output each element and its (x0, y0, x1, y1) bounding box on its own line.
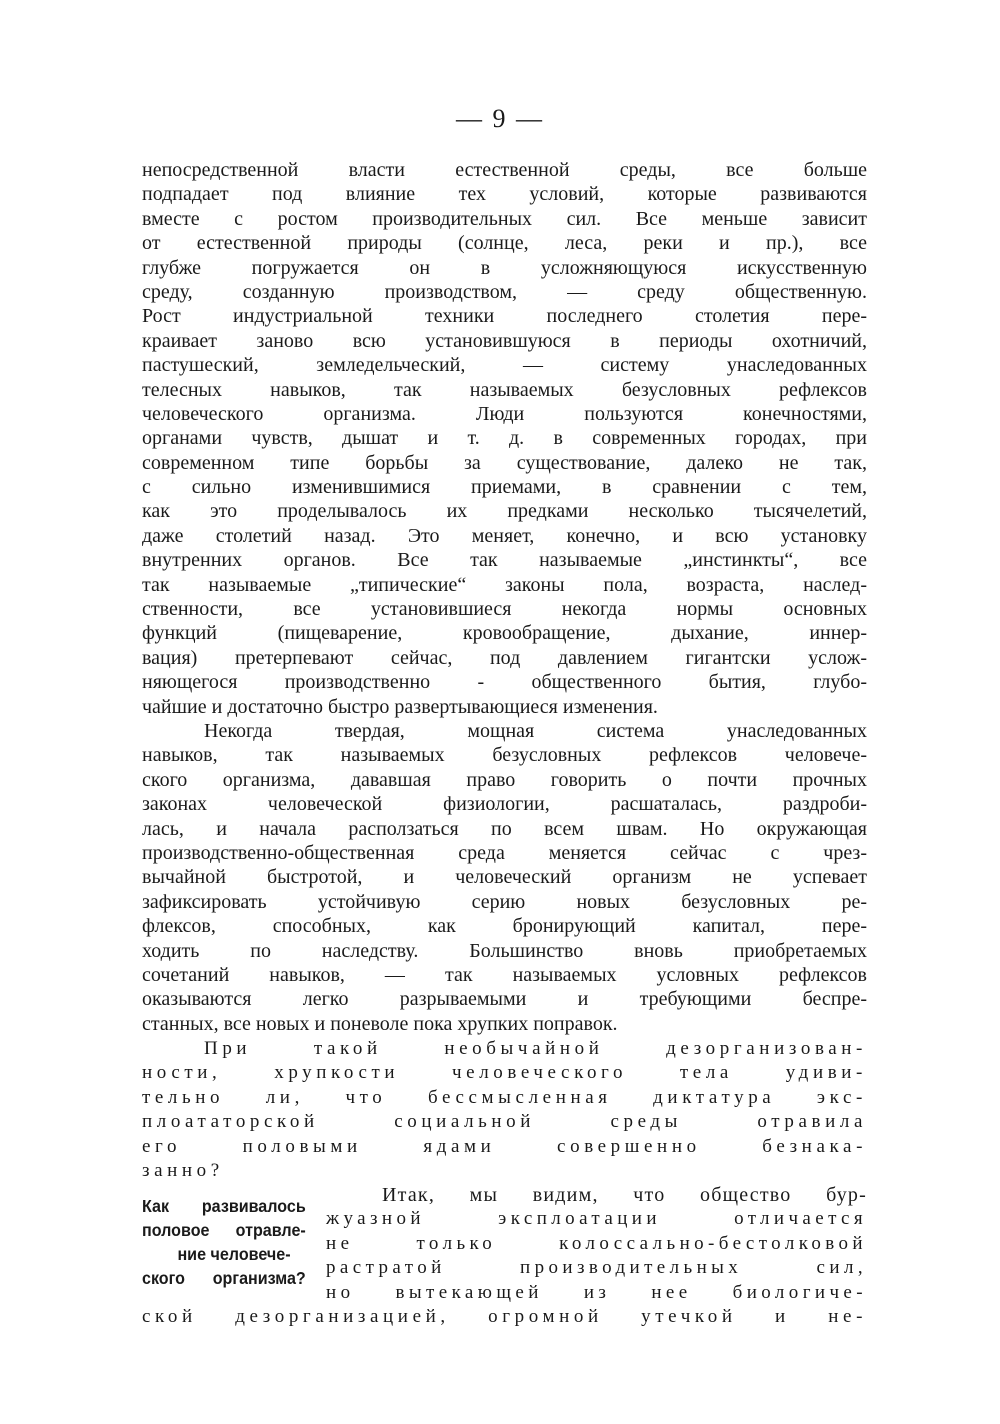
text-line: с сильно изменившимися приемами, в сравнении с тем, (142, 476, 867, 499)
text-line: вычайной быстротой, и человеческий организм не успевает (142, 866, 867, 889)
text-line: как это проделывалось их предками несколько тысячелетий, (142, 500, 867, 523)
text-line: Рост индустриальной техники последнего столетия пере- (142, 305, 867, 328)
text-line: законах человеческой физиологии, расшаталась, раздроби- (142, 793, 867, 816)
text-line: от естественной природы (солнце, леса, реки и пр.), все (142, 232, 867, 255)
spaced-text-line: тельно ли, что бессмысленная диктатура экс- (142, 1086, 867, 1108)
marginal-heading-line: Как развивалось (142, 1196, 306, 1216)
marginal-heading-line: ние человече- (177, 1244, 291, 1264)
text-line: внутренних органов. Все так называемые „инстинкты“, все (142, 549, 867, 572)
text-line: ского организма, дававшая право говорить о почти прочных (142, 768, 867, 791)
spaced-text-line: растратой производительных сил, (326, 1257, 867, 1279)
text-line: зафиксировать устойчивую серию новых безусловных ре- (142, 890, 867, 913)
text-line: лась, и начала расползаться по всем швам. Но окружающая (142, 817, 867, 840)
paragraph-wrapped-beside-heading (326, 1183, 867, 1305)
text-line: Некогда твердая, мощная система унаследованных (204, 719, 867, 742)
text-line: Итак, мы видим, что общество бур- (382, 1184, 867, 1206)
text-line: непосредственной власти естественной среды, все больше (142, 159, 867, 181)
text-line: функций (пищеварение, кровообращение, дыхание, иннер- (142, 622, 867, 645)
text-line: вация) претерпевают сейчас, под давлением гигантски услож- (142, 646, 867, 669)
text-line: ственности, все установившиеся некогда нормы основных (142, 598, 867, 621)
spaced-text-line: ской дезорганизацией, огромной утечкой и не- (142, 1306, 867, 1327)
text-line: глубже погружается он в усложняющуюся искусственную (142, 256, 867, 279)
spaced-text-line: но вытекающей из нее биологиче- (326, 1281, 867, 1303)
text-line: оказываются легко разрываемыми и требующими беспре- (142, 988, 867, 1011)
marginal-heading-line: половое отравле- (142, 1220, 306, 1240)
paragraph-spaced-question (142, 1037, 867, 1183)
spaced-text-line: не только колоссально-бестолковой (326, 1232, 867, 1254)
marginal-heading-line: ского организма? (142, 1268, 306, 1288)
spaced-text-line: жуазной эксплоатации отличается (326, 1208, 867, 1230)
text-line: станных, все новых и поневоле пока хрупких поправок. (142, 1012, 618, 1035)
text-line: няющегося производственно - общественного бытия, глубо- (142, 671, 867, 694)
spaced-text-line: При такой необычайной дезорганизован- (204, 1038, 867, 1059)
spaced-text-line: его половыми ядами совершенно безнака- (142, 1135, 867, 1157)
text-line: навыков, так называемых безусловных рефлексов человече- (142, 744, 867, 767)
text-line: так называемые „типические“ законы пола, возраста, наслед- (142, 573, 867, 596)
text-line: органами чувств, дышат и т. д. в современных городах, при (142, 427, 867, 450)
text-line: флексов, способных, как бронирующий капитал, пере- (142, 915, 867, 938)
text-line: чайшие и достаточно быстро развертывающиеся изменения. (142, 695, 658, 718)
text-line: краивает заново всю установившуюся в периоды охотничий, (142, 329, 867, 352)
spaced-text-line: плоататорской социальной среды отравила (142, 1111, 867, 1133)
text-line: современном типе борьбы за существование, далеко не так, (142, 451, 867, 474)
text-line: телесных навыков, так называемых безусловных рефлексов (142, 378, 867, 401)
text-line: ходить по наследству. Большинство вновь приобретаемых (142, 939, 867, 962)
paragraph-environment-influence (142, 158, 867, 1036)
text-line: подпадает под влияние тех условий, которые развиваются (142, 183, 867, 206)
spaced-text-line: ности, хрупкости человеческого тела удиви- (142, 1062, 867, 1084)
text-line: вместе с ростом производительных сил. Все меньше зависит (142, 207, 867, 230)
text-line: пастушеский, земледельческий, — систему унаследованных (142, 354, 867, 377)
paragraph-continuation (142, 1305, 867, 1329)
text-line: производственно-общественная среда меняется сейчас с чрез- (142, 841, 867, 864)
spaced-text-line: занно? (142, 1159, 224, 1181)
text-line: среду, созданную производством, — среду общественную. (142, 280, 867, 303)
marginal-heading (142, 1194, 306, 1290)
text-line: сочетаний навыков, — так называемых условных рефлексов (142, 963, 867, 986)
text-line: даже столетий назад. Это меняет, конечно, и всю установку (142, 524, 867, 547)
text-line: человеческого организма. Люди пользуются конечностями, (142, 402, 867, 425)
page-number: — 9 — (456, 104, 544, 133)
